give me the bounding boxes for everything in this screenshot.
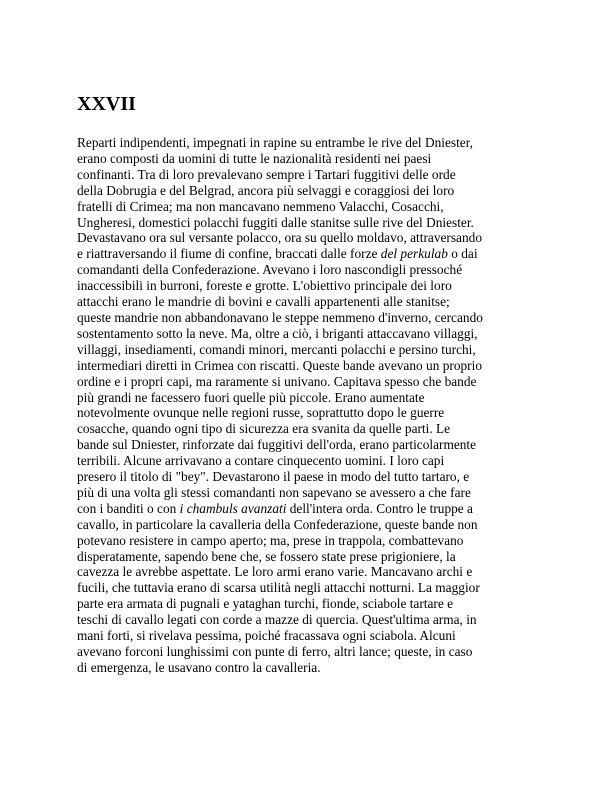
text-line: parte era armata di pugnali e yataghan turchi, fionde, sciabole tartare e bbox=[77, 596, 454, 612]
text-run: o dai bbox=[447, 246, 478, 262]
text-line: queste mandrie non abbandonavano le steppe nemmeno d'inverno, cercando bbox=[77, 309, 483, 325]
text-line: ordine e i propri capi, ma raramente si univano. Capitava spesso che bande bbox=[77, 373, 477, 389]
text-line: cosacche, quando ogni tipo di sicurezza era svanita da quelle parti. Le bbox=[77, 421, 451, 437]
text-line: cavallo, in particolare la cavalleria della Confederazione, queste bande non bbox=[77, 516, 478, 532]
text-line: mani forti, si rivelava pessima, poiché fracassava ogni sciabola. Alcuni bbox=[77, 628, 456, 644]
text-line: Devastavano ora sul versante polacco, ora su quello moldavo, attraversando bbox=[77, 230, 482, 246]
text-line: fratelli di Crimea; ma non mancavano nemmeno Valacchi, Cosacchi, bbox=[77, 198, 444, 214]
text-line: della Dobrugia e del Belgrad, ancora più selvaggi e coraggiosi dei loro bbox=[77, 182, 455, 198]
text-line: notevolmente ovunque nelle regioni russe, soprattutto dopo le guerre bbox=[77, 405, 445, 421]
text-line: villaggi, insediamenti, comandi minori, mercanti polacchi e persino turchi, bbox=[77, 341, 476, 357]
text-line: comandanti della Confederazione. Avevano i loro nascondigli pressoché bbox=[77, 262, 463, 278]
text-line: confinanti. Tra di loro prevalevano sempre i Tartari fuggitivi delle orde bbox=[77, 166, 456, 182]
text-line: terribili. Alcune arrivavano a contare cinquecento uomini. I loro capi bbox=[77, 453, 445, 469]
text-line: intermediari diretti in Crimea con riscatti. Queste bande avevano un proprio bbox=[77, 357, 482, 373]
text-line: disperatamente, sapendo bene che, se fossero state prese prigioniere, la bbox=[77, 548, 456, 564]
text-line: bande sul Dniester, rinforzate dai fuggitivi dell'orda, erano particolarmente bbox=[77, 437, 477, 453]
text-line: cavezza le avrebbe aspettate. Le loro armi erano varie. Mancavano archi e bbox=[77, 564, 473, 580]
text-line: attacchi erano le mandrie di bovini e cavalli appartenenti alle stanitse; bbox=[77, 294, 450, 310]
text-line: potevano resistere in campo aperto; ma, prese in trappola, combattevano bbox=[77, 532, 464, 548]
text-line: Reparti indipendenti, impegnati in rapine su entrambe le rive del Dniester, bbox=[77, 135, 473, 150]
text-line bbox=[77, 246, 547, 262]
text-line: inaccessibili in burroni, foreste e grotte. L'obiettivo principale dei loro bbox=[77, 278, 452, 294]
text-line: presero il titolo di "bey". Devastarono il paese in modo del tutto tartaro, e bbox=[77, 469, 470, 485]
italic-phrase: del perkulab bbox=[380, 246, 448, 262]
text-line: teschi di cavallo legati con corde a mazze di quercia. Quest'ultima arma, in bbox=[77, 612, 477, 628]
text-run: e riattraversando il fiume di confine, braccati dalle forze bbox=[77, 246, 381, 262]
text-run: dell'intera orda. Contro le truppe a bbox=[286, 500, 473, 516]
text-line: fucili, che tuttavia erano di scarsa utilità negli attacchi notturni. La maggior bbox=[77, 580, 480, 596]
text-run: con i banditi o con bbox=[77, 500, 180, 516]
text-line: sostentamento sotto la neve. Ma, oltre a ciò, i briganti attaccavano villaggi, bbox=[77, 325, 478, 341]
text-line: più grandi ne facessero fuori quelle più piccole. Erano aumentate bbox=[77, 389, 425, 405]
text-line: di emergenza, le usavano contro la cavalleria. bbox=[77, 659, 321, 675]
text-line: Ungheresi, domestici polacchi fuggiti dalle stanitse sulle rive del Dniester. bbox=[77, 214, 474, 230]
text-line: avevano forconi lunghissimi con punte di ferro, altri lance; queste, in caso bbox=[77, 644, 473, 659]
body-paragraph bbox=[77, 135, 547, 676]
text-line: più di una volta gli stessi comandanti non sapevano se avessero a che fare bbox=[77, 484, 471, 500]
text-line: erano composti da uomini di tutte le nazionalità residenti nei paesi bbox=[77, 150, 432, 166]
chapter-title: XXVII bbox=[77, 93, 136, 115]
italic-phrase: i chambuls avanzati bbox=[179, 500, 287, 516]
text-line bbox=[77, 501, 547, 517]
